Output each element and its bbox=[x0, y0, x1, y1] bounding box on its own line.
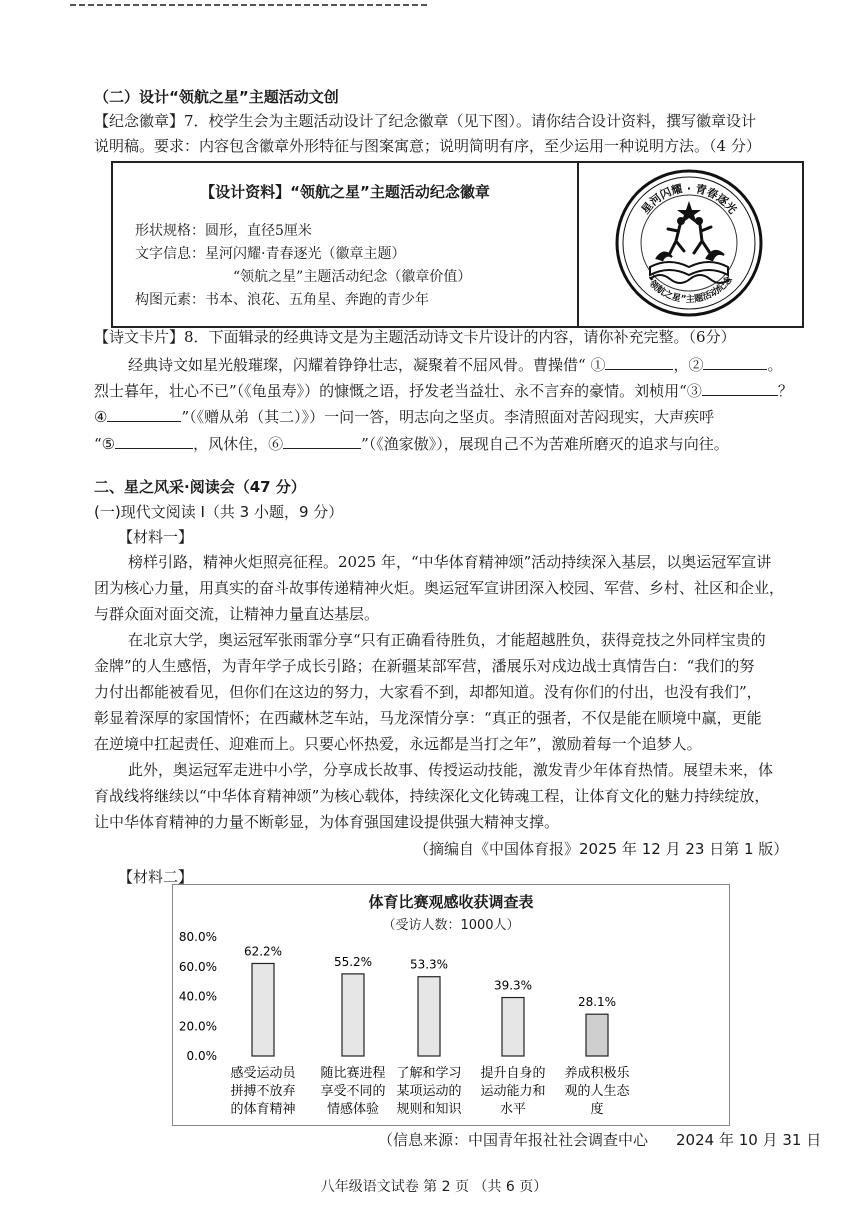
chart-bar bbox=[418, 977, 440, 1056]
bar-value-label: 55.2% bbox=[333, 954, 373, 969]
material-1-p3: 育战线将继续以“中华体育精神颂”为核心载体，持续深化文化铸魂工程，让体育文化的魅力持续绽放， bbox=[94, 787, 770, 805]
badge-image bbox=[606, 163, 772, 323]
q8-text-segment: ，风休住，⑥ bbox=[193, 435, 284, 453]
chart-bar bbox=[252, 963, 274, 1056]
material-1-source: （摘编自《中国体育报》2025 年 12 月 23 日第 1 版） bbox=[414, 840, 789, 858]
survey-bar-chart bbox=[172, 884, 730, 1126]
badge-emblem-icon bbox=[606, 163, 772, 323]
top-scan-fragment bbox=[70, 0, 430, 8]
x-category-label: 运动能力和 bbox=[480, 1084, 546, 1099]
answer-blank-2[interactable] bbox=[703, 353, 767, 370]
design-shape-spec: 形状规格：圆形，直径5厘米 bbox=[135, 223, 312, 239]
answer-blank-5[interactable] bbox=[115, 432, 193, 449]
answer-blank-4[interactable] bbox=[107, 405, 181, 422]
design-elements: 构图元素：书本、浪花、五角星、奔跑的青少年 bbox=[135, 292, 429, 308]
design-material-text bbox=[113, 163, 579, 326]
y-tick-label: 0.0% bbox=[186, 1049, 217, 1063]
bar-value-label: 53.3% bbox=[409, 957, 449, 972]
badge-top-text: 星河闪耀 · 青春逐光 bbox=[638, 182, 740, 217]
design-text-info-2: “领航之星”主题活动纪念（徽章价值） bbox=[233, 269, 472, 285]
x-category-label: 提升自身的 bbox=[480, 1066, 546, 1081]
x-category-label: 拼搏不放弃 bbox=[230, 1084, 296, 1099]
badge-bottom-text: “领航之星”主题活动纪念 bbox=[643, 274, 735, 306]
x-category-label: 情感体验 bbox=[326, 1102, 380, 1117]
question-7-line-1: 【纪念徽章】7．校学生会为主题活动设计了纪念徽章（见下图）。请你结合设计资料，撰写徽章设计 bbox=[94, 112, 757, 130]
bar-value-label: 28.1% bbox=[577, 995, 617, 1010]
material-1-p1: 团为核心力量，用真实的奋斗故事传递精神火炬。奥运冠军宣讲团深入校园、军营、乡村、社区和企业， bbox=[94, 579, 785, 597]
chart-bar bbox=[586, 1014, 608, 1056]
material-1-p2: 力付出都能被看见，但你们在这边的努力，大家看不到，却都知道。没有你们的付出，也没有我们”， bbox=[94, 683, 762, 701]
chart-plot bbox=[173, 885, 729, 1125]
q8-text-segment: ”（《赠从弟（其二）》）一问一答，明志向之坚贞。李清照面对苦闷现实，大声疾呼 bbox=[181, 408, 715, 426]
material-1-p2: 在逆境中扛起责任、迎难而上。只要心怀热爱，永远都是当打之年”，激励着每一个追梦人。 bbox=[94, 735, 702, 753]
material-1-p2: 在北京大学，奥运冠军张雨霏分享“只有正确看待胜负，才能超越胜负，获得竞技之外同样宝贵的 bbox=[128, 631, 766, 649]
design-text-info: 文字信息：星河闪耀·青春逐光（徽章主题） bbox=[135, 246, 406, 262]
material-1-p2: 彰显着深厚的家国情怀；在西藏林芝车站，马龙深情分享：“真正的强者，不仅是能在顺境中赢，更能 bbox=[94, 709, 762, 727]
chart-title: 体育比赛观感收获调查表 bbox=[368, 893, 534, 911]
question-8-line-5 bbox=[94, 432, 814, 455]
material-1-p1: 与群众面对面交流，让精神力量直达基层。 bbox=[94, 605, 380, 623]
answer-blank-1[interactable] bbox=[605, 353, 673, 370]
q8-text-segment: 。 bbox=[767, 356, 783, 374]
x-category-label: 度 bbox=[590, 1102, 604, 1117]
q8-text-segment: 经典诗文如星光般璀璨，闪耀着铮铮壮志，凝聚着不屈风骨。曹操借“ ① bbox=[128, 356, 606, 374]
x-category-label: 观的人生态 bbox=[564, 1084, 630, 1099]
x-category-label: 了解和学习 bbox=[396, 1066, 462, 1081]
question-8-line-3 bbox=[94, 379, 814, 402]
bar-value-label: 39.3% bbox=[493, 978, 533, 993]
chart-bar bbox=[502, 998, 524, 1056]
q8-text-segment: 烈士暮年，壮心不已”（《龟虽寿》）的慷慨之语，抒发老当益壮、永不言弃的豪情。刘桢用“③ bbox=[94, 382, 702, 400]
question-8-line-1: 【诗文卡片】8．下面辑录的经典诗文是为主题活动诗文卡片设计的内容，请你补充完整。（6分） bbox=[94, 328, 736, 346]
answer-blank-3[interactable] bbox=[702, 379, 778, 396]
x-category-label: 某项运动的 bbox=[396, 1084, 462, 1099]
part-2-heading: 二、星之风采·阅读会（47 分） bbox=[94, 478, 306, 496]
q8-text-segment: ，② bbox=[673, 356, 704, 374]
y-tick-label: 40.0% bbox=[178, 989, 217, 1004]
material-1-p3: 让中华体育精神的力量不断彰显，为体育强国建设提供强大精神支撑。 bbox=[94, 813, 560, 831]
material-2-label: 【材料二】 bbox=[118, 868, 194, 886]
x-category-label: 水平 bbox=[499, 1102, 527, 1117]
material-1-label: 【材料一】 bbox=[118, 528, 194, 546]
q8-text-segment: ？ bbox=[777, 382, 793, 400]
design-material-title: 【设计资料】“领航之星”主题活动纪念徽章 bbox=[200, 183, 490, 201]
q8-text-segment: “⑤ bbox=[94, 435, 116, 453]
x-category-label: 养成积极乐 bbox=[564, 1066, 630, 1081]
question-7-line-2: 说明稿。要求：内容包含徽章外形特征与图案寓意；说明简明有序，至少运用一种说明方法。（4 分） bbox=[94, 137, 761, 155]
y-tick-label: 80.0% bbox=[178, 930, 217, 944]
chart-subtitle: （受访人数：1000人） bbox=[382, 918, 520, 933]
reading-1-subheading: (一)现代文阅读 I（共 3 小题，9 分） bbox=[94, 503, 344, 521]
y-tick-label: 60.0% bbox=[178, 959, 217, 974]
chart-bar bbox=[342, 974, 364, 1056]
question-8-line-2 bbox=[128, 353, 808, 376]
material-2-source: （信息来源：中国青年报社社会调查中心 bbox=[378, 1131, 649, 1149]
x-category-label: 随比赛进程 bbox=[320, 1066, 386, 1081]
section-heading: （二）设计“领航之星”主题活动文创 bbox=[94, 88, 339, 106]
material-1-p3: 此外，奥运冠军走进中小学，分享成长故事、传授运动技能，激发青少年体育热情。展望未来，体 bbox=[128, 761, 774, 779]
x-category-label: 感受运动员 bbox=[230, 1066, 296, 1081]
page-footer: 八年级语文试卷 第 2 页 （共 6 页） bbox=[320, 1179, 548, 1195]
question-8-line-4 bbox=[94, 405, 814, 428]
material-1-p1: 榜样引路，精神火炬照亮征程。2025 年，“中华体育精神颂”活动持续深入基层，以奥运冠军宣讲 bbox=[128, 553, 772, 571]
q8-text-segment: ”（《渔家傲》），展现自己不为苦难所磨灭的追求与向往。 bbox=[361, 435, 729, 453]
x-category-label: 的体育精神 bbox=[230, 1102, 296, 1117]
design-material-box bbox=[111, 161, 804, 328]
q8-text-segment: ④ bbox=[94, 408, 108, 426]
x-category-label: 规则和知识 bbox=[396, 1102, 462, 1117]
bar-value-label: 62.2% bbox=[243, 944, 283, 959]
answer-blank-6[interactable] bbox=[283, 432, 361, 449]
material-2-date: 2024 年 10 月 31 日 bbox=[676, 1131, 822, 1149]
x-category-label: 享受不同的 bbox=[320, 1084, 386, 1099]
material-1-p2: 金牌”的人生感悟，为青年学子成长引路；在新疆某部军营，潘展乐对戍边战士真情告白：“我们的努 bbox=[94, 657, 755, 675]
y-tick-label: 20.0% bbox=[178, 1019, 217, 1034]
